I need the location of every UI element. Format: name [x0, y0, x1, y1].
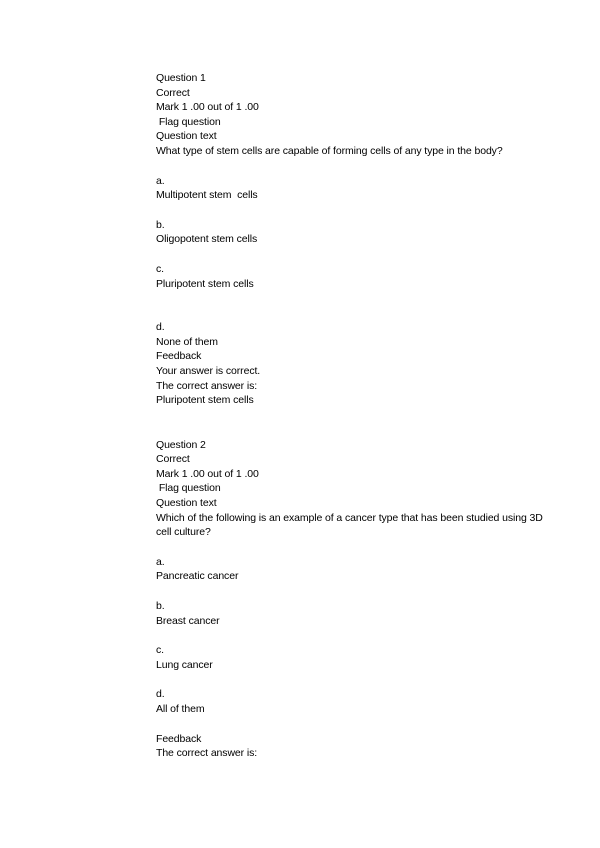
option-text[interactable]: Oligopotent stem cells: [156, 233, 258, 246]
question-prompt: Which of the following is an example of a cancer type that has been studied using 3D cell culture?: [156, 511, 546, 539]
option-letter: b.: [156, 600, 165, 613]
feedback-label: Feedback: [156, 732, 202, 745]
question-number: Question 2: [156, 438, 206, 451]
correct-answer-label: The correct answer is:: [156, 379, 258, 392]
feedback-message: Your answer is correct.: [156, 364, 261, 377]
option-text[interactable]: Multipotent stem cells: [156, 189, 258, 202]
question-block: [156, 71, 546, 408]
option-letter: d.: [156, 688, 165, 701]
quiz-review-content: [156, 71, 546, 761]
question-prompt: What type of stem cells are capable of forming cells of any type in the body?: [156, 144, 503, 157]
question-text-label: Question text: [156, 497, 217, 510]
option-text[interactable]: Breast cancer: [156, 614, 220, 627]
question-text-label: Question text: [156, 130, 217, 143]
question-status: Correct: [156, 453, 190, 466]
option-letter: c.: [156, 262, 164, 275]
question-mark: Mark 1 .00 out of 1 .00: [156, 467, 259, 480]
option-letter: b.: [156, 218, 165, 231]
option-letter: a.: [156, 174, 165, 187]
flag-question-link[interactable]: Flag question: [156, 482, 221, 495]
option-text[interactable]: Lung cancer: [156, 658, 213, 671]
correct-answer-label: The correct answer is:: [156, 747, 258, 760]
flag-question-link[interactable]: Flag question: [156, 115, 221, 128]
option-text[interactable]: None of them: [156, 335, 218, 348]
option-letter: c.: [156, 644, 164, 657]
question-status: Correct: [156, 86, 190, 99]
option-text[interactable]: Pluripotent stem cells: [156, 277, 254, 290]
feedback-label: Feedback: [156, 350, 202, 363]
option-text[interactable]: All of them: [156, 703, 205, 715]
question-number: Question 1: [156, 72, 206, 84]
option-text[interactable]: Pancreatic cancer: [156, 570, 239, 583]
option-letter: a.: [156, 555, 165, 568]
question-block: [156, 438, 546, 761]
option-letter: d.: [156, 321, 165, 334]
question-mark: Mark 1 .00 out of 1 .00: [156, 101, 259, 114]
correct-answer: Pluripotent stem cells: [156, 394, 254, 407]
